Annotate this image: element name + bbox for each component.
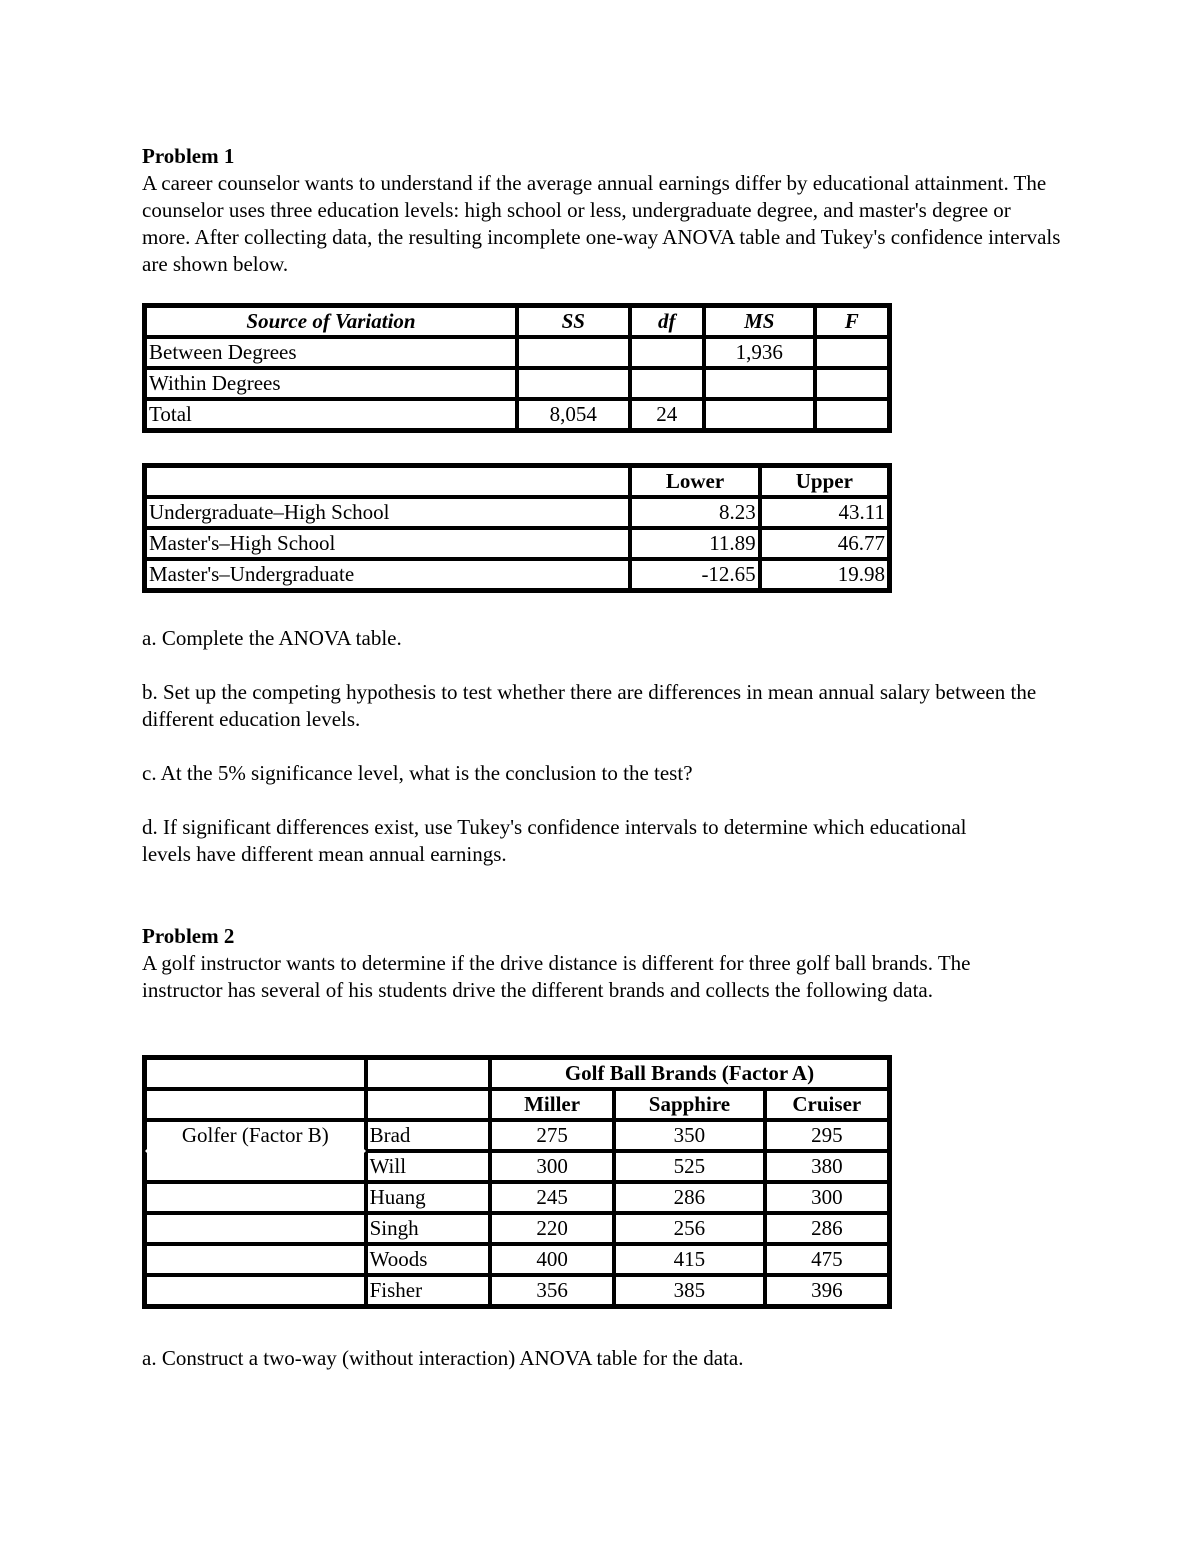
golf-cell: 415 — [614, 1244, 764, 1275]
anova-cell — [517, 337, 630, 368]
anova-cell: 8,054 — [517, 399, 630, 430]
tukey-cell: Master's–High School — [145, 528, 630, 559]
golf-cell: 286 — [614, 1182, 764, 1213]
tukey-row — [145, 497, 889, 528]
tukey-header-upper: Upper — [760, 466, 889, 497]
anova-cell — [815, 337, 889, 368]
anova-cell: 24 — [630, 399, 704, 430]
golf-row — [145, 1244, 889, 1275]
anova-cell: Within Degrees — [145, 368, 517, 399]
golf-cell: 245 — [490, 1182, 614, 1213]
tukey-cell: 19.98 — [760, 559, 889, 590]
question-text: a. Complete the ANOVA table. — [142, 626, 402, 650]
golf-cell-blank — [145, 1213, 366, 1244]
golf-row-brands — [145, 1089, 889, 1120]
golf-cell: 295 — [765, 1120, 889, 1151]
golf-row-factor-a — [145, 1058, 889, 1089]
golf-row — [145, 1151, 889, 1182]
golf-cell-blank — [145, 1244, 366, 1275]
anova-cell: Between Degrees — [145, 337, 517, 368]
anova-table — [142, 303, 892, 433]
golf-cell-blank — [366, 1089, 490, 1120]
tukey-cell: Undergraduate–High School — [145, 497, 630, 528]
problem-1-question-c — [142, 760, 1062, 787]
tukey-table — [142, 463, 892, 593]
anova-cell: Total — [145, 399, 517, 430]
golf-row — [145, 1120, 889, 1151]
anova-cell — [704, 399, 815, 430]
golf-golfer-name: Woods — [366, 1244, 490, 1275]
golf-golfer-name: Will — [366, 1151, 490, 1182]
problem-2-question-a — [142, 1345, 1062, 1372]
anova-row-within — [145, 368, 889, 399]
golf-row — [145, 1275, 889, 1306]
golf-cell: 256 — [614, 1213, 764, 1244]
problem-1-question-b — [142, 679, 1042, 733]
problem-1-question-a — [142, 625, 1062, 652]
golf-cell: 380 — [765, 1151, 889, 1182]
question-text: d. If significant differences exist, use Tukey's confidence intervals to determine which educational levels have different mean annual earnings. — [142, 815, 967, 866]
anova-cell — [517, 368, 630, 399]
anova-header-df: df — [630, 306, 704, 337]
question-text: c. At the 5% significance level, what is the conclusion to the test? — [142, 761, 693, 785]
golf-golfer-name: Huang — [366, 1182, 490, 1213]
golf-cell: 475 — [765, 1244, 889, 1275]
golf-row — [145, 1182, 889, 1213]
problem-2-section — [142, 923, 1042, 1004]
anova-row-between — [145, 337, 889, 368]
problem-2-intro: A golf instructor wants to determine if the drive distance is different for three golf ball brands. The instructor has several of his students drive the different brands and collects the following data. — [142, 951, 971, 1002]
golf-cell-blank — [145, 1275, 366, 1306]
anova-cell — [815, 368, 889, 399]
golf-golfer-name: Fisher — [366, 1275, 490, 1306]
anova-header-f: F — [815, 306, 889, 337]
tukey-header-lower: Lower — [630, 466, 759, 497]
tukey-cell: 8.23 — [630, 497, 759, 528]
anova-header-ss: SS — [517, 306, 630, 337]
golf-cell: 275 — [490, 1120, 614, 1151]
golf-factor-b-label: Golfer (Factor B) — [145, 1120, 366, 1151]
golf-cell: 525 — [614, 1151, 764, 1182]
golf-cell: 300 — [765, 1182, 889, 1213]
problem-1-heading: Problem 1 — [142, 144, 235, 168]
golf-cell-blank — [145, 1151, 366, 1182]
anova-cell — [704, 368, 815, 399]
golf-table — [142, 1055, 892, 1309]
tukey-header-row — [145, 466, 889, 497]
tukey-cell: 43.11 — [760, 497, 889, 528]
golf-brand-sapphire: Sapphire — [614, 1089, 764, 1120]
golf-golfer-name: Singh — [366, 1213, 490, 1244]
golf-cell: 350 — [614, 1120, 764, 1151]
anova-row-total — [145, 399, 889, 430]
question-text: b. Set up the competing hypothesis to test whether there are differences in mean annual salary between the different education levels. — [142, 680, 1037, 731]
golf-cell: 286 — [765, 1213, 889, 1244]
golf-cell-blank — [145, 1089, 366, 1120]
tukey-cell: -12.65 — [630, 559, 759, 590]
anova-cell — [815, 399, 889, 430]
golf-cell: 396 — [765, 1275, 889, 1306]
anova-header-source: Source of Variation — [145, 306, 517, 337]
golf-factor-a-label: Golf Ball Brands (Factor A) — [490, 1058, 889, 1089]
problem-2-heading: Problem 2 — [142, 924, 235, 948]
golf-cell: 385 — [614, 1275, 764, 1306]
golf-row — [145, 1213, 889, 1244]
golf-cell: 300 — [490, 1151, 614, 1182]
tukey-header-blank — [145, 466, 630, 497]
tukey-cell: 11.89 — [630, 528, 759, 559]
anova-cell: 1,936 — [704, 337, 815, 368]
golf-brand-miller: Miller — [490, 1089, 614, 1120]
anova-header-ms: MS — [704, 306, 815, 337]
tukey-cell: Master's–Undergraduate — [145, 559, 630, 590]
golf-brand-cruiser: Cruiser — [765, 1089, 889, 1120]
golf-cell: 400 — [490, 1244, 614, 1275]
golf-cell: 356 — [490, 1275, 614, 1306]
anova-header-row — [145, 306, 889, 337]
golf-cell-blank — [366, 1058, 490, 1089]
tukey-row — [145, 528, 889, 559]
golf-cell: 220 — [490, 1213, 614, 1244]
problem-1-intro: A career counselor wants to understand if the average annual earnings differ by educational attainment. The counselor uses three education levels: high school or less, undergraduate degree, and master's degree or more. After collecting data, the resulting incomplete one-way ANOVA table and Tukey's confidence intervals are shown below. — [142, 171, 1061, 276]
anova-cell — [630, 368, 704, 399]
golf-golfer-name: Brad — [366, 1120, 490, 1151]
problem-1-question-d — [142, 814, 1002, 868]
golf-cell-blank — [145, 1182, 366, 1213]
anova-cell — [630, 337, 704, 368]
tukey-cell: 46.77 — [760, 528, 889, 559]
tukey-row — [145, 559, 889, 590]
question-text: a. Construct a two-way (without interaction) ANOVA table for the data. — [142, 1346, 744, 1370]
problem-1-section — [142, 143, 1062, 278]
golf-cell-blank — [145, 1058, 366, 1089]
